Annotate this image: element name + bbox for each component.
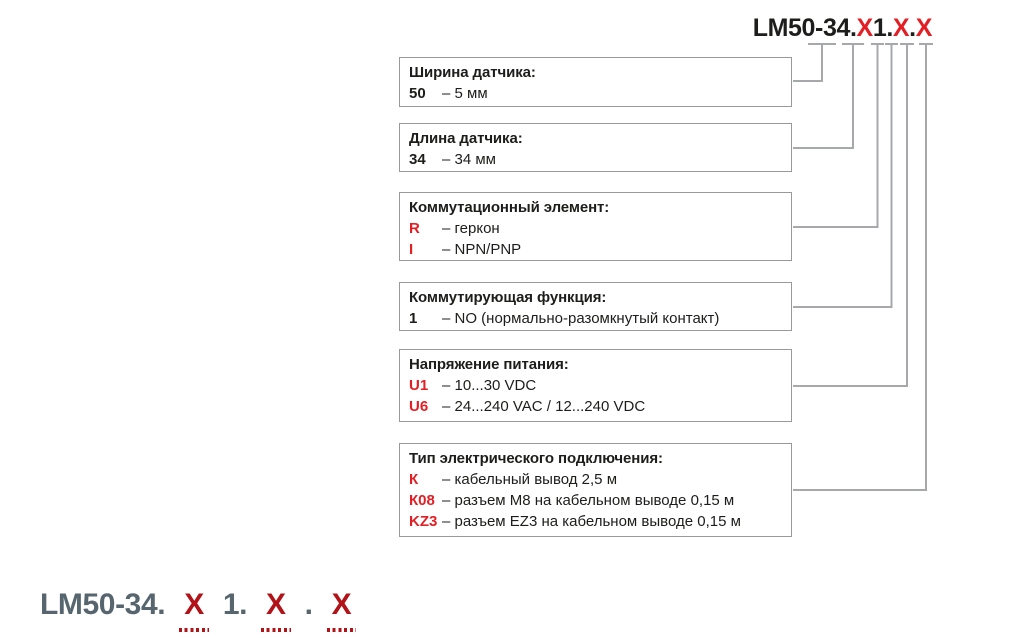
spec-code: U6 [409, 398, 429, 415]
spec-code: 1 [409, 310, 418, 327]
spec-code: 50 [409, 85, 426, 102]
spec-desc: – 34 мм [442, 151, 496, 168]
spec-row [409, 375, 781, 396]
spec-box-title: Ширина датчика: [409, 64, 536, 81]
spec-code: К [409, 471, 419, 488]
spec-box-title: Тип электрического подключения: [409, 450, 663, 467]
spec-desc: – геркон [442, 220, 500, 237]
spec-row [409, 396, 781, 417]
product-code-x3: X [915, 14, 932, 42]
spec-row [409, 511, 781, 532]
connector-func-line [793, 44, 898, 307]
spec-desc: – 10...30 VDC [442, 377, 537, 394]
spec-row [409, 469, 781, 490]
footer-code-x3: X [331, 588, 352, 621]
product-code-mid: 1. [872, 14, 893, 42]
connector-switch-line [793, 44, 884, 227]
spec-code: К08 [409, 492, 435, 509]
connector-length-line [793, 44, 864, 148]
spec-code: U1 [409, 377, 429, 394]
spec-box-sensor-length [399, 123, 792, 172]
spec-desc: – 5 мм [442, 85, 488, 102]
footer-code-dot: . [304, 588, 313, 621]
footer-code-prefix: LM50-34. [40, 588, 166, 621]
product-code-x1: X [856, 14, 873, 42]
spec-row [409, 83, 781, 104]
spec-box-title: Коммутирующая функция: [409, 289, 607, 306]
footer-code-x2: X [266, 588, 286, 621]
spec-code: 34 [409, 151, 426, 168]
connector-conn-line [793, 44, 933, 490]
product-code-dot: . [909, 14, 916, 42]
connector-width-line [793, 44, 836, 81]
spec-desc: – 24...240 VAC / 12...240 VDC [442, 398, 646, 415]
spec-row [409, 239, 781, 260]
spec-desc: – NPN/PNP [442, 241, 522, 258]
spec-desc: – кабельный вывод 2,5 м [442, 471, 618, 488]
spec-code: R [409, 220, 420, 237]
spec-box-switching-element [399, 192, 792, 261]
product-code-prefix: LM50-34. [752, 14, 857, 42]
connector-volt-line [793, 44, 914, 386]
product-code [0, 14, 932, 43]
spec-code: KZ3 [409, 513, 438, 530]
spec-desc: – разъем EZ3 на кабельном выводе 0,15 м [442, 513, 741, 530]
spec-row [409, 490, 781, 511]
spec-box-connection-type [399, 443, 792, 537]
spec-box-title: Коммутационный элемент: [409, 199, 610, 216]
spec-box-sensor-width [399, 57, 792, 107]
spec-box-switching-function [399, 282, 792, 331]
footer-code-x1: X [184, 588, 204, 621]
product-code-x2: X [892, 14, 910, 42]
spec-box-title: Длина датчика: [409, 130, 523, 147]
spec-box-supply-voltage [399, 349, 792, 422]
spec-code: I [409, 241, 414, 258]
footer-code-mid: 1. [222, 588, 248, 621]
spec-row [409, 218, 781, 239]
spec-row [409, 308, 781, 329]
spec-box-title: Напряжение питания: [409, 356, 569, 373]
footer-code [40, 588, 351, 622]
spec-desc: – NO (нормально-разомкнутый контакт) [442, 310, 720, 327]
spec-desc: – разъем М8 на кабельном выводе 0,15 м [442, 492, 735, 509]
spec-row [409, 149, 781, 170]
